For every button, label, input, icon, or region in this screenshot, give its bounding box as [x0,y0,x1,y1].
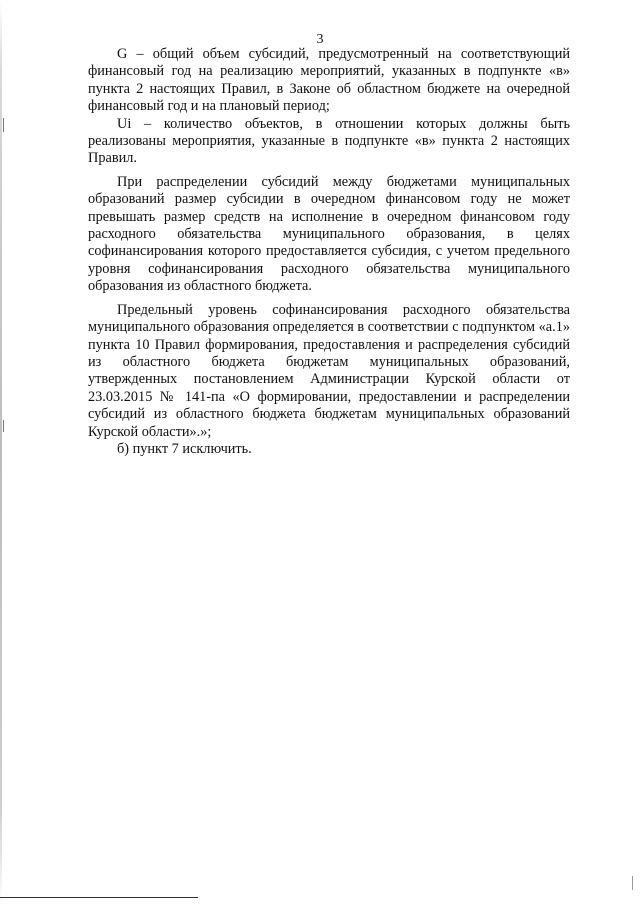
scan-left-mark [3,118,4,132]
scan-right-mark [632,876,633,890]
footer-rule [0,897,198,898]
document-body [88,46,570,458]
scan-left-edge [0,0,2,905]
paragraph-cofinancing-level: Предельный уровень софинансирования расходного обязательства муниципального образования определяется в соответствии с подпунктом «а.1» пункта 10 Правил формирования, предоставления и распределения субсидий из областного бюджета бюджетам муниципальных образований, утвержденных постановлением Администрации Курской области от 23.03.2015 № 141-па «О формировании, предоставлении и распределении субсидий из областного бюджета бюджетам муниципальных образований Курской области».»; [88,301,570,440]
page-number: 3 [316,32,324,47]
paragraph-g-definition: G – общий объем субсидий, предусмотренный на соответствующий финансовый год на реализацию мероприятий, указанных в подпункте «в» пункта 2 настоящих Правил, в Законе об областном бюджете на очередной финансовый год и на плановый период; [88,46,570,115]
paragraph-ui-definition: Ui – количество объектов, в отношении которых должны быть реализованы мероприятия, указанные в подпункте «в» пункта 2 настоящих Правил. [88,115,570,167]
scan-left-mark [3,420,4,432]
paragraph-item-b: б) пункт 7 исключить. [117,440,252,457]
paragraph-subsidy-limit: При распределении субсидий между бюджетами муниципальных образований размер субсидии в очередном финансовом году не может превышать размер средств на исполнение в очередном финансовом году расходного обязательства муниципального образования, в целях софинансирования которого предоставляется субсидия, с учетом предельного уровня софинансирования расходного обязательства муниципального образования из областного бюджета. [88,173,570,295]
